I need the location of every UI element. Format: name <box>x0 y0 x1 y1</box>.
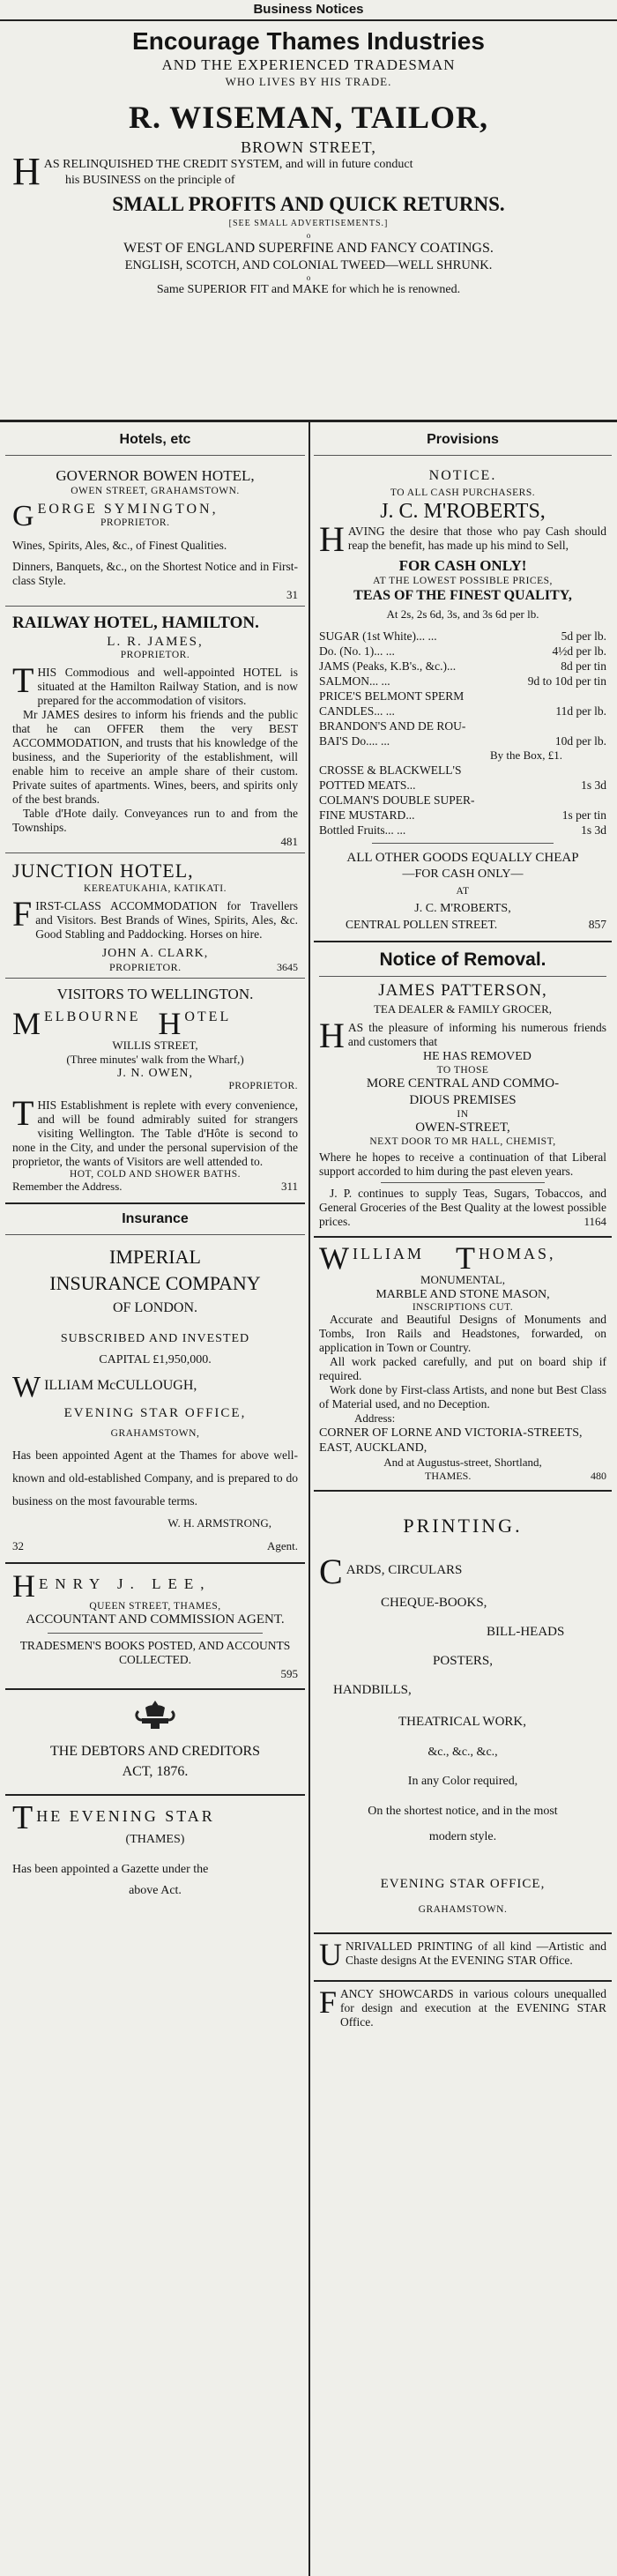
insurance-header: Insurance <box>5 1202 305 1235</box>
james-name: L. R. JAMES, <box>107 635 204 649</box>
advert-number: 481 <box>280 835 298 848</box>
price-value: 11d per lb. <box>555 704 606 718</box>
unrivalled-printing-advert <box>314 1934 612 1971</box>
notice-title: NOTICE. <box>428 468 497 483</box>
in-label: IN <box>457 1109 469 1120</box>
masthead: Business Notices <box>253 2 364 17</box>
visitors-title: VISITORS TO WELLINGTON. <box>56 986 254 1002</box>
price-dots: ... <box>446 659 457 673</box>
price-item: Do. (No. 1) <box>319 644 375 658</box>
price-item: BRANDON'S AND DE ROU- <box>319 719 466 733</box>
thomas-name <box>319 1240 606 1276</box>
more-central: MORE CENTRAL AND COMMO- <box>366 1076 560 1091</box>
mroberts-para <box>319 519 606 559</box>
advert-number: 32 <box>12 1539 24 1552</box>
melbourne-hotel-advert <box>5 979 305 1197</box>
price-row <box>319 659 606 674</box>
west-of-england: WEST OF ENGLAND SUPERFINE AND FANCY COATINGS. <box>123 241 494 256</box>
drop-cap: W <box>12 1371 41 1403</box>
augustus-street: And at Augustus-street, Shortland, <box>383 1456 542 1469</box>
small-profits: SMALL PROFITS AND QUICK RETURNS. <box>112 193 505 215</box>
next-door: NEXT DOOR TO MR HALL, CHEMIST, <box>369 1136 556 1147</box>
price-dots: ... ... <box>369 674 390 688</box>
grahamstown: GRAHAMSTOWN. <box>418 1904 508 1915</box>
price-item: JAMS (Peaks, K.B's., &c.) <box>319 659 447 673</box>
drop-cap: H <box>319 519 345 559</box>
dinners-text: Dinners, Banquets, &c., on the Shortest Notice and in First-class Style. <box>12 560 298 587</box>
clark-name: JOHN A. CLARK, <box>101 947 209 960</box>
symington-name <box>12 502 298 532</box>
price-row <box>319 808 606 823</box>
junction-address: KEREATUKAHIA, KATIKATI. <box>84 883 227 894</box>
price-row <box>319 629 606 644</box>
fancy-text: ANCY SHOWCARDS in various colours unequalled for design and execution at the EVENING STAR Office. <box>340 1987 606 2029</box>
has-removed: HE HAS REMOVED <box>423 1050 532 1063</box>
junction-text: IRST-CLASS ACCOMMODATION for Travellers and Visitors. Best Brands of Wines, Spirits, Ales, &c. Good Stabling and Paddocking. Horses on hire. <box>35 899 298 941</box>
books-posted: TRADESMEN'S BOOKS POSTED, AND ACCOUNTS COLLECTED. <box>19 1639 291 1666</box>
hotels-header: Hotels, etc <box>5 425 305 456</box>
evening-star-gazette-advert <box>5 1796 305 1898</box>
drop-cap: U <box>319 1937 342 1972</box>
railway-text: HIS Commodious and well-appointed HOTEL is situated at the Hamilton Railway Station, and is now prepared for the accommodation of visitors. <box>37 666 298 707</box>
junction-para <box>12 894 298 942</box>
remember-address: Remember the Address. <box>12 1180 123 1193</box>
para-line-1: AS RELINQUISHED THE CREDIT SYSTEM, and will in future conduct <box>43 158 413 171</box>
right-column <box>314 425 612 2033</box>
lowest-prices: AT THE LOWEST POSSIBLE PRICES, <box>373 576 553 586</box>
baths-line: HOT, COLD AND SHOWER BATHS. <box>69 1169 242 1180</box>
mroberts-name-2: J. C. M'ROBERTS, <box>414 902 511 915</box>
printing-advert <box>314 1492 612 1918</box>
table-dhote: Table d'Hote daily. Conveyances run to and from the Townships. <box>12 807 298 834</box>
english-scotch: ENGLISH, SCOTCH, AND COLONIAL TWEED—WELL SHRUNK. <box>124 258 493 272</box>
price-value: 1s per tin <box>561 808 606 822</box>
price-item: Bottled Fruits <box>319 823 385 837</box>
advert-number: 480 <box>591 1470 606 1482</box>
relinquished-para <box>0 150 617 193</box>
price-value: 8d per tin <box>561 659 606 673</box>
price-row <box>319 689 606 704</box>
see-small-ads: [SEE SMALL ADVERTISEMENTS.] <box>228 219 389 228</box>
price-dots <box>474 793 606 808</box>
above-act: above Act. <box>129 1884 182 1897</box>
melbourne: ELBOURNE <box>44 1009 141 1024</box>
packed-text: All work packed carefully, and put on board ship if required. <box>319 1355 606 1382</box>
drop-cap: W <box>319 1240 349 1276</box>
melbourne-para <box>12 1093 298 1169</box>
drop-cap: M <box>12 1006 41 1041</box>
insurance-company: INSURANCE COMPANY <box>49 1272 261 1294</box>
modern-style: modern style. <box>428 1830 497 1843</box>
agent-text: Has been appointed Agent at the Thames for above well-known and old-established Company, and is prepared to do business on the most favourable terms. <box>12 1448 298 1508</box>
any-color: In any Color required, <box>407 1775 518 1788</box>
mroberts-advert <box>314 456 612 935</box>
supplies-text: J. P. continues to supply Teas, Sugars, Tobaccos, and General Groceries of the Best Quality at the lowest possible prices. <box>319 1187 606 1228</box>
evening-star-name <box>12 1799 298 1836</box>
drop-cap: C <box>319 1552 343 1591</box>
experienced-line: AND THE EXPERIENCED TRADESMAN <box>161 56 456 73</box>
drop-cap: T <box>455 1240 475 1276</box>
hopes-text: Where he hopes to receive a continuation of that Liberal support accorded to him during the past eleven years. <box>319 1150 606 1178</box>
tea-dealer: TEA DEALER & FAMILY GROCER, <box>373 1002 552 1016</box>
masthead-rule <box>0 19 617 21</box>
junction-title: JUNCTION HOTEL, <box>12 860 194 882</box>
provisions-header: Provisions <box>314 425 612 456</box>
advert-number: 595 <box>280 1667 298 1680</box>
to-those: TO THOSE <box>436 1065 489 1076</box>
price-row <box>319 718 606 733</box>
proprietor-label: PROPRIETOR. <box>100 517 170 528</box>
advert-number: 31 <box>286 588 298 601</box>
unrivalled-text: NRIVALLED PRINTING of all kind —Artistic and Chaste designs At the EVENING STAR Office. <box>346 1939 606 1967</box>
all-other-goods: ALL OTHER GOODS EQUALLY CHEAP <box>346 851 579 865</box>
central-pollen: CENTRAL POLLEN STREET. <box>346 918 498 931</box>
wharf-walk: (Three minutes' walk from the Wharf,) <box>66 1053 244 1066</box>
price-dots: ... ... <box>374 644 395 658</box>
willis-street: WILLIS STREET, <box>112 1039 198 1052</box>
debtors-title: THE DEBTORS AND CREDITORS <box>49 1744 261 1759</box>
para-line-2: his BUSINESS on the principle of <box>65 174 235 187</box>
patterson-para <box>319 1016 606 1055</box>
governor-title: GOVERNOR BOWEN HOTEL, <box>56 467 255 484</box>
mccullough: ILLIAM McCULLOUGH, <box>44 1378 197 1393</box>
advert-number: 1164 <box>584 1215 606 1228</box>
price-item: SUGAR (1st White) <box>319 629 416 643</box>
cards-line <box>319 1552 606 1592</box>
lee: ENRY J. LEE, <box>39 1575 212 1592</box>
price-dots: ... ... <box>368 734 390 748</box>
monumental: MONUMENTAL, <box>420 1273 506 1286</box>
drop-cap: H <box>12 1568 35 1604</box>
price-row <box>319 674 606 689</box>
thames-label: THAMES. <box>425 1470 472 1482</box>
hotel-word: OTEL <box>184 1009 232 1024</box>
thomas: HOMAS, <box>478 1245 556 1262</box>
wines-text: Wines, Spirits, Ales, &c., of Finest Qualities. <box>12 539 227 552</box>
bill-heads: BILL-HEADS <box>487 1625 565 1639</box>
price-value: 9d to 10d per tin <box>527 674 606 688</box>
price-dots: ... <box>405 808 415 822</box>
mroberts-text: AVING the desire that those who pay Cash should reap the benefit, has made up his mind to Sell, <box>347 525 606 552</box>
divider-o-2: o <box>306 273 311 282</box>
evening-star-office: EVENING STAR OFFICE, <box>380 1877 546 1891</box>
evening-star: HE EVENING STAR <box>36 1807 215 1825</box>
price-dots <box>464 689 606 704</box>
advert-number: 3645 <box>277 961 298 973</box>
of-london: OF LONDON. <box>113 1300 197 1315</box>
for-cash-only: FOR CASH ONLY! <box>398 557 527 574</box>
theatrical-work: THEATRICAL WORK, <box>398 1715 526 1729</box>
corner-address: CORNER OF LORNE AND VICTORIA-STREETS, EAST, AUCKLAND, <box>319 1426 583 1455</box>
owen-name: J. N. OWEN, <box>116 1067 194 1080</box>
work-text: Work done by First-class Artists, and none but Best Class of Material used, and no Deception. <box>319 1383 606 1411</box>
price-item: PRICE'S BELMONT SPERM <box>319 689 465 703</box>
price-item: POTTED MEATS <box>319 778 407 792</box>
drop-cap: H <box>12 150 41 193</box>
inscriptions: INSCRIPTIONS CUT. <box>412 1302 514 1313</box>
fancy-showcards-advert <box>314 1982 612 2033</box>
grahamstown: GRAHAMSTOWN, <box>110 1428 200 1439</box>
price-dots <box>465 718 606 733</box>
drop-cap: H <box>158 1006 182 1041</box>
column-divider <box>308 422 310 2576</box>
royal-crest-icon <box>12 1697 298 1732</box>
divider-o: o <box>306 231 311 240</box>
price-item: CROSSE & BLACKWELL'S <box>319 763 462 777</box>
governor-address: OWEN STREET, GRAHAMSTOWN. <box>71 486 240 496</box>
accountant: ACCOUNTANT AND COMMISSION AGENT. <box>26 1612 285 1627</box>
owen-street: OWEN-STREET, <box>415 1120 510 1135</box>
proprietor-label: PROPRIETOR. <box>120 650 190 660</box>
teas-prices: At 2s, 2s 6d, 3s, and 3s 6d per lb. <box>386 607 539 621</box>
left-column <box>5 425 305 1898</box>
price-value: 1s 3d <box>581 778 606 792</box>
gazette-text: Has been appointed a Gazette under the <box>12 1863 209 1876</box>
drop-cap: H <box>319 1016 345 1055</box>
melbourne-name <box>12 1006 298 1041</box>
price-item: CANDLES <box>319 704 375 718</box>
advert-number: 311 <box>280 1180 298 1193</box>
drop-cap: T <box>12 1093 34 1133</box>
at-label: AT <box>456 886 470 897</box>
act-year: ACT, 1876. <box>122 1764 189 1779</box>
price-row <box>319 778 606 793</box>
proprietor-label: PROPRIETOR. <box>109 961 182 973</box>
patterson-name: JAMES PATTERSON, <box>378 981 547 1000</box>
premises: DIOUS PREMISES <box>409 1093 517 1107</box>
subscribed: SUBSCRIBED AND INVESTED <box>60 1332 250 1345</box>
advert-number: 857 <box>588 918 606 931</box>
price-value: 5d per lb. <box>561 629 606 643</box>
price-value: 4½d per lb. <box>552 644 606 658</box>
address-label: Address: <box>354 1411 396 1425</box>
imperial: IMPERIAL <box>109 1246 201 1268</box>
railway-hotel-advert <box>5 607 305 852</box>
removal-title: Notice of Removal. <box>379 949 546 970</box>
henry-lee-advert <box>5 1564 305 1685</box>
price-item: FINE MUSTARD <box>319 808 406 822</box>
proprietor-label: PROPRIETOR. <box>228 1081 298 1091</box>
thames-label: (THAMES) <box>125 1833 185 1846</box>
price-row <box>319 733 606 748</box>
imperial-insurance-advert <box>5 1235 305 1557</box>
price-value: 1s 3d <box>581 823 606 837</box>
junction-hotel-advert <box>5 853 305 978</box>
brown-street: BROWN STREET, <box>241 138 376 156</box>
drop-cap: F <box>12 894 33 934</box>
price-row <box>319 644 606 659</box>
drop-cap: T <box>12 1799 33 1836</box>
price-list-2 <box>319 763 606 838</box>
william: ILLIAM <box>352 1245 424 1262</box>
shortest-notice: On the shortest notice, and in the most <box>368 1805 558 1818</box>
governor-bowen-advert <box>5 456 305 606</box>
cash-purchasers: TO ALL CASH PURCHASERS. <box>390 488 536 498</box>
armstrong: W. H. ARMSTRONG, <box>167 1516 271 1530</box>
patterson-advert <box>314 942 612 1232</box>
drop-cap: F <box>319 1984 338 2020</box>
william-thomas-advert <box>314 1238 612 1486</box>
price-item: COLMAN'S DOUBLE SUPER- <box>319 793 475 807</box>
drop-cap: G <box>12 500 34 532</box>
wiseman-advert <box>0 26 617 298</box>
price-row <box>319 793 606 808</box>
price-row <box>319 823 606 838</box>
price-item: SALMON <box>319 674 370 688</box>
posters: POSTERS, <box>433 1654 493 1668</box>
price-value: 10d per lb. <box>554 734 606 748</box>
melbourne-text: HIS Establishment is replete with every convenience, and will be found admirably suited for strangers visiting Wellington. The Table d'Hôte is second to none in the City, and under the personal supervision of the proprietor, the wants of Visitors are well attended to. <box>12 1098 298 1168</box>
price-dots <box>461 763 606 778</box>
cards: ARDS, CIRCULARS <box>346 1563 463 1577</box>
marble-stone: MARBLE AND STONE MASON, <box>375 1288 550 1301</box>
railway-para <box>12 660 298 708</box>
james-desires: Mr JAMES desires to inform his friends and the public that he can OFFER them the very BEST ACCOMMODATION, and trusts that his knowledge of the business, and the Superiority of the establishment, will enable him to receive an ample share of their custom. Private suites of apartments. Wines, beers, and spirits only of the best brands. <box>12 708 298 806</box>
price-dots: ... <box>406 778 416 792</box>
price-item: BAI'S Do. <box>319 734 369 748</box>
cheque-books: CHEQUE-BOOKS, <box>381 1596 487 1610</box>
railway-title: RAILWAY HOTEL, HAMILTON. <box>12 614 259 632</box>
price-dots: ... ... <box>384 823 406 837</box>
agent-label: Agent. <box>266 1539 298 1552</box>
mroberts-name: J. C. M'ROBERTS, <box>380 500 546 523</box>
price-list <box>319 629 606 748</box>
price-row <box>319 704 606 718</box>
cash-only-dash: —FOR CASH ONLY— <box>402 867 524 881</box>
drop-cap: T <box>12 660 34 700</box>
encourage-heading: Encourage Thames Industries <box>132 27 485 55</box>
printing-title: PRINTING. <box>403 1515 523 1537</box>
wiseman-name: R. WISEMAN, TAILOR, <box>128 100 489 135</box>
debtors-act-advert <box>5 1690 305 1782</box>
price-row <box>319 763 606 778</box>
patterson-text: AS the pleasure of informing his numerous friends and customers that <box>347 1021 606 1048</box>
lee-name <box>12 1568 298 1604</box>
designs-text: Accurate and Beautiful Designs of Monuments and Tombs, Iron Rails and Headstones, forwarded, on application in Town or Country. <box>319 1313 606 1354</box>
evening-star-office: EVENING STAR OFFICE, <box>63 1406 247 1420</box>
price-dots: ... ... <box>416 629 437 643</box>
by-the-box: By the Box, £1. <box>490 748 562 762</box>
queen-street: QUEEN STREET, THAMES, <box>89 1601 221 1612</box>
teas-finest: TEAS OF THE FINEST QUALITY, <box>353 588 572 603</box>
handbills: HANDBILLS, <box>333 1683 412 1697</box>
mccullough-name <box>12 1371 298 1403</box>
capital: CAPITAL £1,950,000. <box>99 1353 212 1366</box>
trade-line: WHO LIVES BY HIS TRADE. <box>225 75 392 88</box>
etc-line: &c., &c., &c., <box>427 1746 498 1759</box>
symington: EORGE SYMINGTON, <box>37 502 219 517</box>
price-dots: ... ... <box>374 704 395 718</box>
same-superior: Same SUPERIOR FIT and MAKE for which he is renowned. <box>156 283 461 296</box>
